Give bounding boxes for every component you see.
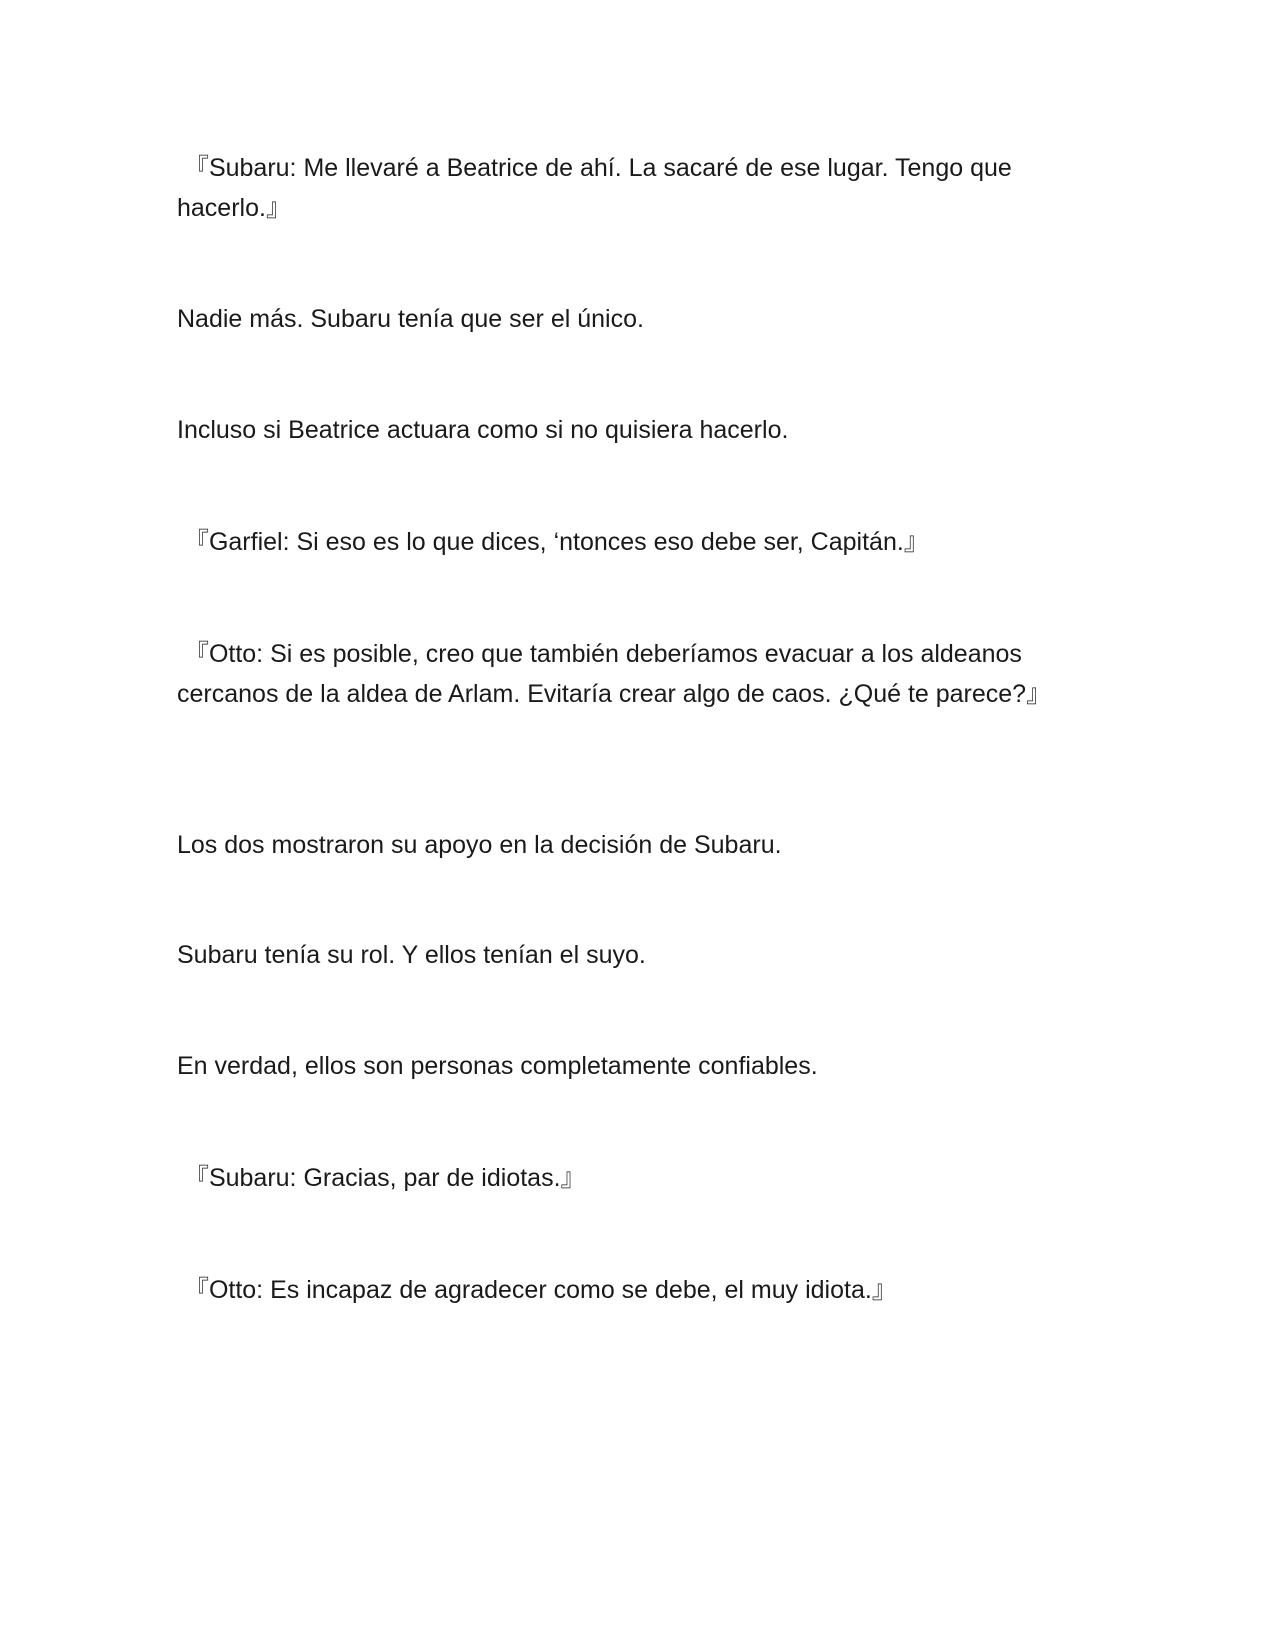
dialogue-otto-idiot: 『Otto: Es incapaz de agradecer como se debe, el muy idiota.』 — [177, 1276, 897, 1304]
dialogue-subaru-beatrice: 『Subaru: Me llevaré a Beatrice de ahí. La sacaré de ese lugar. Tengo que hacerlo.』 — [177, 154, 1012, 222]
narration-paragraph: Subaru tenía su rol. Y ellos tenían el suyo. — [177, 941, 646, 969]
dialogue-otto-evacuate: 『Otto: Si es posible, creo que también deberíamos evacuar a los aldeanos cercanos de la aldea de Arlam. Evitaría crear algo de caos. ¿Qué te parece?』 — [177, 640, 1052, 708]
dialogue-garfiel: 『Garfiel: Si eso es lo que dices, ‘ntonces eso debe ser, Capitán.』 — [177, 528, 929, 556]
dialogue-subaru-thanks: 『Subaru: Gracias, par de idiotas.』 — [177, 1164, 586, 1192]
narration-paragraph: Incluso si Beatrice actuara como si no quisiera hacerlo. — [177, 416, 789, 444]
narration-paragraph: En verdad, ellos son personas completamente confiables. — [177, 1052, 818, 1080]
narration-paragraph: Los dos mostraron su apoyo en la decisión de Subaru. — [177, 831, 782, 859]
narration-paragraph: Nadie más. Subaru tenía que ser el único. — [177, 305, 644, 333]
